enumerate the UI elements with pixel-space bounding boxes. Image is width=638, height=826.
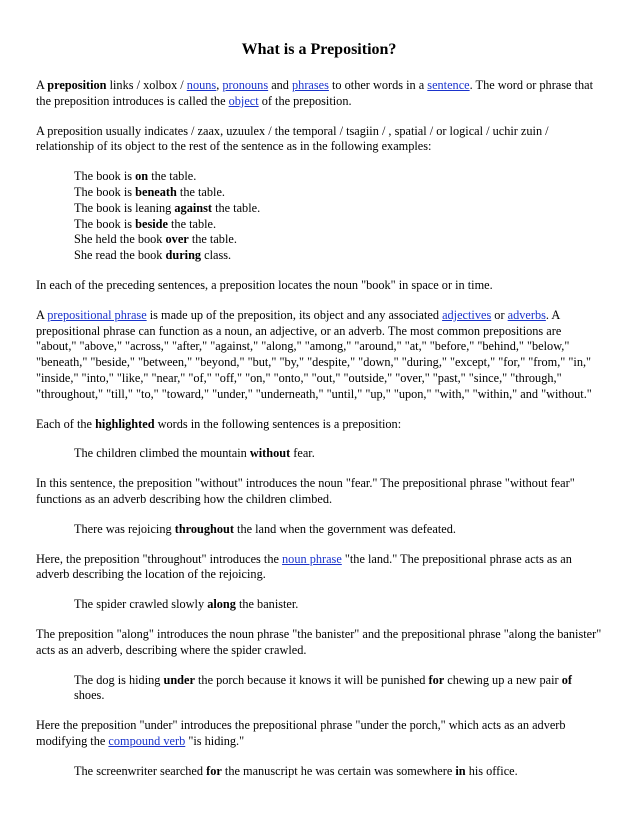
text: to other words in a [328, 78, 428, 92]
link-nouns[interactable]: nouns [186, 78, 217, 92]
text: links / xolbox / [106, 78, 187, 92]
example-line: She read the book during class. [74, 248, 232, 263]
example-line: She held the book over the table. [74, 232, 237, 247]
intro-paragraph [36, 78, 602, 110]
explanation-paragraph: Here the preposition "under" introduces the prepositional phrase "under the porch," which acts as an adverb modifying the compound verb "is hiding." [36, 718, 566, 748]
link-object[interactable]: object [228, 93, 259, 108]
link-pronouns[interactable]: pronouns [222, 78, 269, 92]
link-compound-verb[interactable]: compound verb [108, 733, 186, 748]
link-sentence[interactable]: sentence [427, 78, 470, 92]
bold-term: preposition [47, 78, 107, 92]
link-adverbs[interactable]: adverbs [507, 307, 546, 322]
example-line: The book is on the table. [74, 169, 197, 184]
locates-paragraph: In each of the preceding sentences, a preposition locates the noun "book" in space or in time. [36, 277, 493, 292]
text: of the preposition. [258, 93, 352, 108]
example-sentence: The screenwriter searched for the manuscript he was certain was somewhere in his office. [74, 763, 518, 778]
link-adjectives[interactable]: adjectives [442, 307, 492, 322]
example-line: The book is beside the table. [74, 216, 217, 231]
example-sentence: There was rejoicing throughout the land when the government was defeated. [74, 521, 456, 536]
example-sentence: The spider crawled slowly along the banister. [74, 597, 299, 612]
page-title: What is a Preposition? [241, 41, 397, 58]
relationship-paragraph: A preposition usually indicates / zaax, uzuulex / the temporal / tsagiin / , spatial / or logical / uchir zuin / relationship of its object to the rest of the sentence as in the following examples: [36, 123, 549, 154]
example-list [74, 169, 602, 264]
text: , [216, 78, 223, 92]
text: . The word or phrase that the preposition introduces is called the [36, 78, 594, 108]
link-prepositional-phrase[interactable]: prepositional phrase [47, 307, 147, 322]
link-phrases[interactable]: phrases [292, 78, 329, 92]
link-noun-phrase[interactable]: noun phrase [282, 551, 342, 566]
explanation-paragraph: Here, the preposition "throughout" introduces the noun phrase "the land." The prepositional phrase acts as an adverb describing the location of the rejoicing. [36, 551, 572, 582]
text: and [268, 78, 293, 92]
example-sentence: The dog is hiding under the porch because it knows it will be punished for chewing up a new pair of shoes. [74, 672, 572, 703]
explanation-paragraph: In this sentence, the preposition "without" introduces the noun "fear." The prepositional phrase "without fear" functions as an adverb describing how the children climbed. [36, 476, 575, 506]
prepositional-phrase-paragraph: A prepositional phrase is made up of the preposition, its object and any associated adjectives or adverbs. A prepositional phrase can function as a noun, an adjective, or an adverb. The most common prepositions are "about," "above," "across," "after," "against," "along," "among," "around," "at," "before," "behind," "below," "beneath," "beside," "between," "beyond," "but," "by," "despite," "down," "during," "except," "for," "from," "in," "inside," "into," "like," "near," "of," "off," "on," "onto," "out," "outside," "over," "past," "since," "through," "throughout," "till," "to," "toward," "under," "underneath," "until," "up," "upon," "with," "within," and "without." [36, 307, 592, 401]
text: A [36, 78, 48, 92]
highlighted-paragraph: Each of the highlighted words in the following sentences is a preposition: [36, 416, 402, 431]
example-line: The book is leaning against the table. [74, 200, 261, 215]
explanation-paragraph: The preposition "along" introduces the noun phrase "the banister" and the prepositional phrase "along the banister" acts as an adverb, describing where the spider crawled. [36, 626, 602, 657]
example-line: The book is beneath the table. [74, 184, 225, 199]
example-sentence: The children climbed the mountain without fear. [74, 446, 315, 461]
